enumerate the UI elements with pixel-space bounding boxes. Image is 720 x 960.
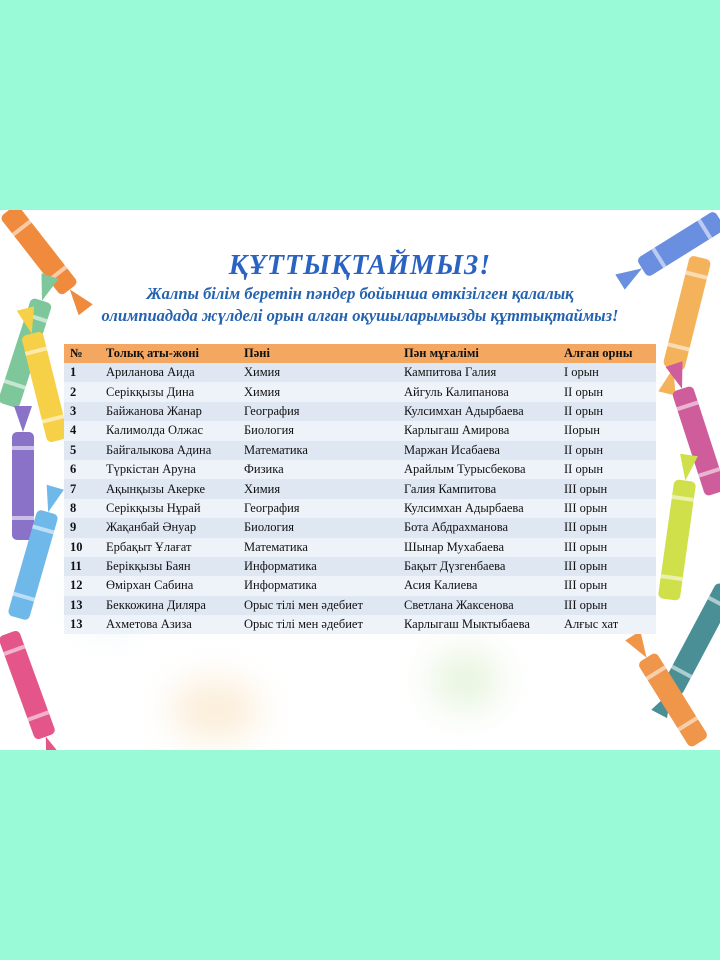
cell-teacher: Карлыгаш Мыктыбаева — [398, 615, 558, 634]
yellow-crayon — [21, 331, 69, 443]
cell-number: 4 — [64, 421, 100, 440]
table-row — [64, 363, 656, 382]
cell-place: III орын — [558, 479, 656, 498]
cell-place: III орын — [558, 499, 656, 518]
cell-subject: Химия — [238, 479, 398, 498]
table-row — [64, 499, 656, 518]
cell-place: Алғыс хат — [558, 615, 656, 634]
purple-crayon — [12, 432, 34, 540]
cell-place: III орын — [558, 576, 656, 595]
cell-student-name: Калимолда Олжас — [100, 421, 238, 440]
cell-place: II орын — [558, 402, 656, 421]
cell-subject: Математика — [238, 441, 398, 460]
table-row — [64, 538, 656, 557]
cell-number: 11 — [64, 557, 100, 576]
cell-subject: Химия — [238, 363, 398, 382]
cell-place: III орын — [558, 596, 656, 615]
table-row — [64, 518, 656, 537]
table-row — [64, 557, 656, 576]
table-row — [64, 460, 656, 479]
cell-student-name: Өмірхан Сабина — [100, 576, 238, 595]
cell-teacher: Светлана Жаксенова — [398, 596, 558, 615]
table-row — [64, 479, 656, 498]
cell-place: III орын — [558, 538, 656, 557]
cell-student-name: Ахметова Азиза — [100, 615, 238, 634]
cell-place: II орын — [558, 460, 656, 479]
cell-place: II орын — [558, 382, 656, 401]
cell-number: 10 — [64, 538, 100, 557]
cell-subject: Информатика — [238, 557, 398, 576]
cell-student-name: Түркістан Аруна — [100, 460, 238, 479]
cell-subject: География — [238, 402, 398, 421]
cell-number: 3 — [64, 402, 100, 421]
cell-place: III орын — [558, 518, 656, 537]
cell-teacher: Кулсимхан Адырбаева — [398, 499, 558, 518]
table-row — [64, 421, 656, 440]
cell-subject: Информатика — [238, 576, 398, 595]
cell-student-name: Ақынқызы Акерке — [100, 479, 238, 498]
cell-subject: География — [238, 499, 398, 518]
cell-number: 12 — [64, 576, 100, 595]
cell-student-name: Ариланова Аида — [100, 363, 238, 382]
cell-student-name: Жақанбай Әнуар — [100, 518, 238, 537]
cell-teacher: Шынар Мухабаева — [398, 538, 558, 557]
cell-teacher: Маржан Исабаева — [398, 441, 558, 460]
cell-number: 7 — [64, 479, 100, 498]
cell-student-name: Байжанова Жанар — [100, 402, 238, 421]
cell-place: I орын — [558, 363, 656, 382]
cell-subject: Биология — [238, 518, 398, 537]
cell-teacher: Бақыт Дүзгенбаева — [398, 557, 558, 576]
cell-teacher: Галия Кампитова — [398, 479, 558, 498]
lime-crayon-right — [658, 479, 696, 601]
cell-subject: Орыс тілі мен әдебиет — [238, 596, 398, 615]
cell-student-name: Серікқызы Дина — [100, 382, 238, 401]
cell-number: 2 — [64, 382, 100, 401]
cell-number: 13 — [64, 596, 100, 615]
col-place-header: Алған орны — [558, 344, 656, 363]
pink-crayon — [0, 630, 56, 741]
cell-teacher: Арайлым Турысбекова — [398, 460, 558, 479]
cell-subject: Математика — [238, 538, 398, 557]
cell-teacher: Карлыгаш Амирова — [398, 421, 558, 440]
cell-subject: Химия — [238, 382, 398, 401]
table-row — [64, 576, 656, 595]
table-row — [64, 615, 656, 634]
cell-place: IIорын — [558, 421, 656, 440]
cell-subject: Физика — [238, 460, 398, 479]
cell-teacher: Асия Калиева — [398, 576, 558, 595]
cell-number: 6 — [64, 460, 100, 479]
table-row — [64, 382, 656, 401]
col-name-header: Толық аты-жөні — [100, 344, 238, 363]
cell-number: 9 — [64, 518, 100, 537]
cell-student-name: Байгалыкова Адина — [100, 441, 238, 460]
poster-subtitle-line2: олимпиадада жүлделі орын алған оқушыларымызды құттықтаймыз! — [101, 306, 619, 325]
cell-student-name: Серікқызы Нұрай — [100, 499, 238, 518]
cell-number: 1 — [64, 363, 100, 382]
table-row — [64, 596, 656, 615]
cell-number: 5 — [64, 441, 100, 460]
cell-teacher: Кулсимхан Адырбаева — [398, 402, 558, 421]
col-number-header: № — [64, 344, 100, 363]
congratulations-poster — [0, 210, 720, 750]
table-row — [64, 402, 656, 421]
col-subject-header: Пәні — [238, 344, 398, 363]
cell-subject: Биология — [238, 421, 398, 440]
table-row — [64, 441, 656, 460]
cell-teacher: Кампитова Галия — [398, 363, 558, 382]
poster-subtitle-line1: Жалпы білім беретін пәндер бойынша өткізілген қалалық — [146, 284, 574, 303]
cell-subject: Орыс тілі мен әдебиет — [238, 615, 398, 634]
cell-teacher: Бота Абдрахманова — [398, 518, 558, 537]
cell-teacher: Айгуль Калипанова — [398, 382, 558, 401]
cell-place: II орын — [558, 441, 656, 460]
cell-place: III орын — [558, 557, 656, 576]
cell-student-name: Берікқызы Баян — [100, 557, 238, 576]
cell-student-name: Беккожина Диляра — [100, 596, 238, 615]
winners-table — [64, 344, 656, 634]
table-header-row — [64, 344, 656, 363]
col-teacher-header: Пән мұғалімі — [398, 344, 558, 363]
cell-number: 13 — [64, 615, 100, 634]
cell-student-name: Ербақыт Ұлағат — [100, 538, 238, 557]
poster-title: ҚҰТТЫҚТАЙМЫЗ! — [228, 250, 492, 281]
cell-number: 8 — [64, 499, 100, 518]
